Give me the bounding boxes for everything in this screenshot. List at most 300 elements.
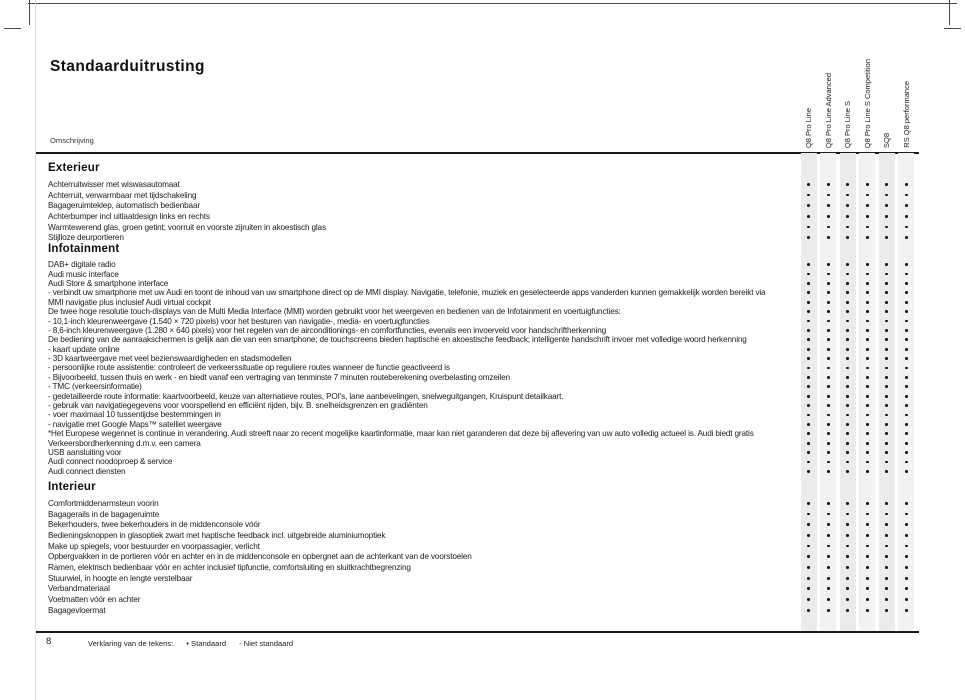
standard-dot-cell: [799, 183, 819, 186]
standard-dot-cell: [799, 329, 819, 332]
standard-dot-cell: [897, 310, 917, 313]
standard-dot-cell: [838, 282, 858, 285]
row-label: USB aansluiting voor: [48, 448, 122, 457]
standard-dot: [905, 470, 908, 473]
standard-dot-cell: [838, 523, 858, 526]
table-row: [48, 410, 916, 419]
standard-dot-cell: [877, 587, 897, 590]
standard-dot: [846, 598, 849, 601]
standard-dot-cell: [897, 236, 917, 239]
standard-dot: [807, 226, 810, 229]
standard-dot-cell: [799, 451, 819, 454]
standard-dot: [905, 534, 908, 537]
standard-dot-cell: [838, 301, 858, 304]
standard-dot-cell: [838, 329, 858, 332]
standard-dot: [846, 442, 849, 445]
row-label: Achterruitwisser met wiswasautomaat: [48, 179, 180, 189]
standard-dot: [846, 357, 849, 360]
standard-dot: [807, 523, 810, 526]
standard-dot: [846, 451, 849, 454]
standard-dot: [807, 348, 810, 351]
standard-dot: [846, 404, 849, 407]
standard-dot-cell: [799, 338, 819, 341]
standard-dot-cell: [838, 609, 858, 612]
standard-dot: [885, 587, 888, 590]
standard-dot-cell: [858, 263, 878, 266]
standard-dot-cell: [897, 598, 917, 601]
standard-dot-cell: [838, 310, 858, 313]
standard-dot: [846, 587, 849, 590]
standard-dot-cell: [799, 291, 819, 294]
row-label: *Het Europese wegennet is continue in verandering. Audi streeft naar zo recent mogelijke kaartinformatie, maar kan niet garanderen dat deze bij aflevering van uw auto volledig actueel is. Audi biedt gratis: [48, 429, 754, 439]
standard-dot: [905, 423, 908, 426]
standard-dot-cell: [858, 301, 878, 304]
section-heading: Interieur: [48, 481, 96, 493]
standard-dot: [846, 513, 849, 516]
standard-dot-cell: [858, 534, 878, 537]
standard-dot: [827, 204, 830, 207]
standard-dot-cell: [897, 320, 917, 323]
standard-dot: [827, 183, 830, 186]
standard-dot: [827, 320, 830, 323]
standard-dot-cell: [819, 236, 839, 239]
row-dots: [799, 291, 916, 294]
standard-dot-cell: [838, 545, 858, 548]
standard-dot-cell: [838, 320, 858, 323]
standard-dot-cell: [838, 502, 858, 505]
standard-dot: [885, 423, 888, 426]
standard-dot: [905, 263, 908, 266]
legend: [88, 639, 293, 648]
standard-dot: [846, 376, 849, 379]
row-label: Voetmatten vóór en achter: [48, 595, 141, 605]
standard-dot-cell: [799, 320, 819, 323]
standard-dot: [885, 442, 888, 445]
standard-dot-cell: [819, 183, 839, 186]
row-label: - gedetailleerde route informatie: kaartvoorbeeld, keuze van alternatieve routes, POI's, lane aanbevelingen, snelweguitgangen, Kruispunt detailkaart.: [48, 391, 564, 401]
standard-dot: [905, 461, 908, 464]
table-row: [48, 363, 916, 372]
standard-dot: [827, 329, 830, 332]
standard-dot: [866, 587, 869, 590]
row-label: - voer maximaal 10 tussentijdse bestemmingen in: [48, 410, 221, 420]
standard-dot: [827, 376, 830, 379]
standard-dot-cell: [858, 587, 878, 590]
standard-dot: [866, 404, 869, 407]
standard-dot-cell: [858, 273, 878, 276]
standard-dot-cell: [897, 566, 917, 569]
standard-dot: [885, 451, 888, 454]
standard-dot-cell: [897, 367, 917, 370]
standard-dot-cell: [877, 194, 897, 197]
standard-dot: [905, 577, 908, 580]
standard-dot-cell: [799, 587, 819, 590]
standard-dot: [866, 301, 869, 304]
standard-dot: [846, 385, 849, 388]
standard-dot-cell: [838, 367, 858, 370]
standard-dot-cell: [819, 301, 839, 304]
standard-dot: [827, 502, 830, 505]
standard-dot-cell: [838, 598, 858, 601]
standard-dot-cell: [819, 226, 839, 229]
standard-dot: [866, 513, 869, 516]
standard-dot-cell: [838, 577, 858, 580]
standard-dot: [807, 404, 810, 407]
row-label: - verbindt uw smartphone met uw Audi en toont de inhoud van uw smartphone direct op de MMI display. Navigatie, telefonie, muziek en geselecteerde apps vanderden kunnen gemakkelijk worden bereikt via: [48, 288, 766, 298]
standard-dot: [827, 432, 830, 435]
standard-dot-cell: [877, 226, 897, 229]
row-label: - persoonlijke route assistentie: controleert de verkeerssituatie op reguliere routes wanneer de functie geactiveerd is: [48, 363, 450, 373]
table-row: [48, 429, 916, 438]
row-dots: [799, 301, 916, 304]
standard-dot-cell: [858, 348, 878, 351]
standard-dot-cell: [799, 404, 819, 407]
standard-dot: [866, 451, 869, 454]
standard-dot: [866, 291, 869, 294]
row-label: Achterruit, verwarmbaar met tijdschakeling: [48, 190, 197, 200]
standard-dot: [807, 395, 810, 398]
legend-standard: • Standaard: [186, 639, 227, 648]
standard-dot-cell: [819, 395, 839, 398]
standard-dot: [866, 395, 869, 398]
row-dots: [799, 587, 916, 590]
row-label: - Bijvoorbeeld, tussen thuis en werk - en biedt vanaf een vertraging van tenminste 7 minuten routeberekening overbelasting omzeilen: [48, 372, 510, 382]
standard-dot-cell: [877, 301, 897, 304]
standard-dot-cell: [858, 395, 878, 398]
standard-dot: [905, 404, 908, 407]
standard-dot-cell: [897, 301, 917, 304]
standard-dot-cell: [838, 226, 858, 229]
row-dots: [799, 534, 916, 537]
standard-dot-cell: [799, 523, 819, 526]
table-row: [48, 519, 916, 530]
standard-dot: [807, 545, 810, 548]
standard-dot-cell: [838, 432, 858, 435]
standard-dot: [846, 204, 849, 207]
standard-dot: [885, 577, 888, 580]
standard-dot: [827, 414, 830, 417]
description-column-label: Omschrijving: [50, 136, 94, 145]
table-row: [48, 190, 916, 201]
standard-dot: [866, 461, 869, 464]
standard-dot-cell: [877, 320, 897, 323]
standard-dot-cell: [858, 236, 878, 239]
standard-dot-cell: [897, 348, 917, 351]
standard-dot: [885, 598, 888, 601]
standard-dot-cell: [799, 513, 819, 516]
standard-dot-cell: [858, 566, 878, 569]
standard-dot-cell: [858, 320, 878, 323]
table-row: [48, 509, 916, 520]
standard-dot: [827, 338, 830, 341]
standard-dot: [905, 194, 908, 197]
standard-dot: [807, 291, 810, 294]
standard-dot: [827, 301, 830, 304]
standard-dot: [846, 534, 849, 537]
table-row: [48, 457, 916, 466]
standard-dot-cell: [819, 310, 839, 313]
standard-dot-cell: [897, 329, 917, 332]
standard-dot-cell: [819, 577, 839, 580]
standard-dot-cell: [897, 376, 917, 379]
standard-dot: [905, 310, 908, 313]
standard-dot: [885, 414, 888, 417]
column-header: Q8 Pro Line S Competition: [862, 58, 872, 148]
standard-dot: [807, 282, 810, 285]
standard-dot-cell: [799, 555, 819, 558]
standard-dot: [827, 263, 830, 266]
standard-dot: [846, 301, 849, 304]
standard-dot-cell: [877, 329, 897, 332]
standard-dot: [807, 320, 810, 323]
standard-dot-cell: [819, 291, 839, 294]
standard-dot-cell: [897, 395, 917, 398]
standard-dot: [807, 215, 810, 218]
table-row: [48, 222, 916, 233]
standard-dot-cell: [897, 523, 917, 526]
standard-dot: [846, 310, 849, 313]
standard-dot-cell: [877, 609, 897, 612]
standard-dot: [885, 310, 888, 313]
standard-dot-cell: [838, 385, 858, 388]
row-dots: [799, 414, 916, 417]
standard-dot: [807, 461, 810, 464]
standard-dot: [866, 470, 869, 473]
row-dots: [799, 577, 916, 580]
standard-dot: [807, 577, 810, 580]
row-dots: [799, 385, 916, 388]
row-dots: [799, 442, 916, 445]
standard-dot: [827, 598, 830, 601]
standard-dot-cell: [877, 442, 897, 445]
standard-dot-cell: [838, 376, 858, 379]
row-label: De bediening van de aanraakschermen is gelijk aan die van een smartphone; de touchscreens bieden haptische en akoestische feedback; intelligente handschrift invoer met volledige woord herkenning: [48, 335, 747, 345]
standard-dot-cell: [858, 423, 878, 426]
standard-dot-cell: [819, 423, 839, 426]
standard-dot: [866, 598, 869, 601]
row-dots: [799, 502, 916, 505]
standard-dot: [866, 566, 869, 569]
standard-dot: [905, 385, 908, 388]
standard-dot: [807, 194, 810, 197]
standard-dot: [846, 236, 849, 239]
standard-dot-cell: [897, 555, 917, 558]
row-dots: [799, 215, 916, 218]
column-header: Q8 Pro Line: [804, 107, 813, 148]
standard-dot-cell: [799, 357, 819, 360]
standard-dot-cell: [877, 502, 897, 505]
standard-dot-cell: [819, 598, 839, 601]
standard-dot-cell: [877, 451, 897, 454]
standard-dot: [885, 404, 888, 407]
standard-dot: [807, 598, 810, 601]
standard-dot: [827, 385, 830, 388]
standard-dot: [885, 291, 888, 294]
standard-dot: [905, 598, 908, 601]
standard-dot-cell: [858, 523, 878, 526]
standard-dot-cell: [858, 183, 878, 186]
standard-dot: [866, 423, 869, 426]
row-dots: [799, 513, 916, 516]
standard-dot: [827, 310, 830, 313]
standard-dot: [866, 348, 869, 351]
standard-dot-cell: [819, 320, 839, 323]
standard-dot: [846, 577, 849, 580]
row-dots: [799, 273, 916, 276]
standard-dot: [866, 442, 869, 445]
standard-dot: [885, 555, 888, 558]
standard-dot: [885, 432, 888, 435]
standard-dot-cell: [877, 461, 897, 464]
table-row: [48, 584, 916, 595]
row-label: DAB+ digitale radio: [48, 260, 116, 270]
table-row: [48, 354, 916, 363]
standard-dot: [807, 609, 810, 612]
standard-dot-cell: [877, 376, 897, 379]
row-label: - gebruik van navigatiegegevens voor voorspellend en efficiënt rijden, bijv. B. snelheidsgrenzen en gradiënten: [48, 401, 428, 411]
standard-dot: [866, 534, 869, 537]
standard-dot: [807, 534, 810, 537]
row-dots: [799, 598, 916, 601]
row-dots: [799, 461, 916, 464]
standard-dot: [905, 451, 908, 454]
standard-dot: [885, 470, 888, 473]
standard-dot-cell: [799, 414, 819, 417]
standard-dot-cell: [858, 545, 878, 548]
row-dots: [799, 236, 916, 239]
standard-dot: [866, 236, 869, 239]
standard-dot-cell: [877, 215, 897, 218]
table-row: [48, 498, 916, 509]
standard-dot-cell: [819, 545, 839, 548]
column-header: Q8 Pro Line Advanced: [823, 72, 833, 148]
standard-dot-cell: [838, 566, 858, 569]
standard-dot: [905, 301, 908, 304]
standard-dot: [885, 376, 888, 379]
standard-dot-cell: [897, 545, 917, 548]
row-label: Achterbumper incl uitlaatdesign links en rechts: [48, 211, 210, 221]
standard-dot-cell: [838, 183, 858, 186]
standard-dot-cell: [858, 442, 878, 445]
standard-dot: [846, 215, 849, 218]
standard-dot-cell: [897, 263, 917, 266]
standard-dot: [866, 555, 869, 558]
row-dots: [799, 432, 916, 435]
table-row: [48, 345, 916, 354]
standard-dot-cell: [819, 442, 839, 445]
standard-dot-cell: [819, 451, 839, 454]
row-label: Audi connect diensten: [48, 466, 126, 476]
standard-dot-cell: [897, 414, 917, 417]
row-dots: [799, 395, 916, 398]
page-title: Standaarduitrusting: [50, 58, 205, 75]
standard-dot-cell: [858, 215, 878, 218]
standard-dot-cell: [838, 555, 858, 558]
standard-dot-cell: [877, 338, 897, 341]
standard-dot: [827, 523, 830, 526]
standard-dot: [846, 329, 849, 332]
standard-dot-cell: [838, 404, 858, 407]
standard-dot-cell: [877, 545, 897, 548]
legend-not-standard: - Niet standaard: [239, 639, 294, 648]
row-label: Opbergvakken in de portieren vóór en achter en in de middenconsole en opbergnet aan de achterkant van de voorstoelen: [48, 552, 472, 562]
standard-dot: [846, 432, 849, 435]
standard-dot: [807, 513, 810, 516]
standard-dot: [866, 432, 869, 435]
standard-dot: [905, 215, 908, 218]
table-row: [48, 373, 916, 382]
standard-dot-cell: [858, 226, 878, 229]
standard-dot: [885, 204, 888, 207]
standard-dot-cell: [819, 432, 839, 435]
row-dots: [799, 523, 916, 526]
table-row: [48, 541, 916, 552]
standard-dot-cell: [877, 310, 897, 313]
standard-dot: [807, 502, 810, 505]
standard-dot-cell: [819, 263, 839, 266]
standard-dot: [827, 513, 830, 516]
standard-dot-cell: [858, 385, 878, 388]
column-header: Q8 Pro Line S: [843, 100, 852, 148]
table-row: [48, 467, 916, 476]
standard-dot-cell: [858, 609, 878, 612]
standard-dot: [846, 367, 849, 370]
table-row: [48, 530, 916, 541]
standard-dot-cell: [877, 432, 897, 435]
standard-dot: [807, 183, 810, 186]
row-dots: [799, 329, 916, 332]
standard-dot: [905, 376, 908, 379]
standard-dot: [905, 204, 908, 207]
standard-dot-cell: [877, 273, 897, 276]
standard-dot: [846, 555, 849, 558]
standard-dot: [866, 367, 869, 370]
standard-dot: [846, 291, 849, 294]
standard-dot-cell: [858, 470, 878, 473]
row-dots: [799, 263, 916, 266]
row-dots: [799, 555, 916, 558]
standard-dot-cell: [897, 461, 917, 464]
standard-dot: [807, 329, 810, 332]
standard-dot: [866, 273, 869, 276]
row-label: Comfortmiddenarmsteun voorin: [48, 498, 159, 508]
standard-dot-cell: [838, 423, 858, 426]
standard-dot: [827, 545, 830, 548]
standard-dot: [885, 226, 888, 229]
standard-dot-cell: [858, 357, 878, 360]
standard-dot: [827, 348, 830, 351]
standard-dot-cell: [897, 204, 917, 207]
standard-dot-cell: [819, 376, 839, 379]
standard-dot: [885, 329, 888, 332]
standard-dot: [846, 183, 849, 186]
standard-dot-cell: [799, 348, 819, 351]
standard-dot-cell: [799, 215, 819, 218]
standard-dot: [846, 502, 849, 505]
standard-dot-cell: [819, 194, 839, 197]
standard-dot-cell: [838, 451, 858, 454]
standard-dot-cell: [877, 414, 897, 417]
standard-dot: [866, 329, 869, 332]
standard-dot-cell: [877, 555, 897, 558]
standard-dot: [885, 502, 888, 505]
standard-dot: [866, 385, 869, 388]
standard-dot-cell: [799, 461, 819, 464]
standard-dot-cell: [838, 291, 858, 294]
standard-dot: [885, 367, 888, 370]
standard-dot-cell: [819, 338, 839, 341]
standard-dot: [885, 273, 888, 276]
